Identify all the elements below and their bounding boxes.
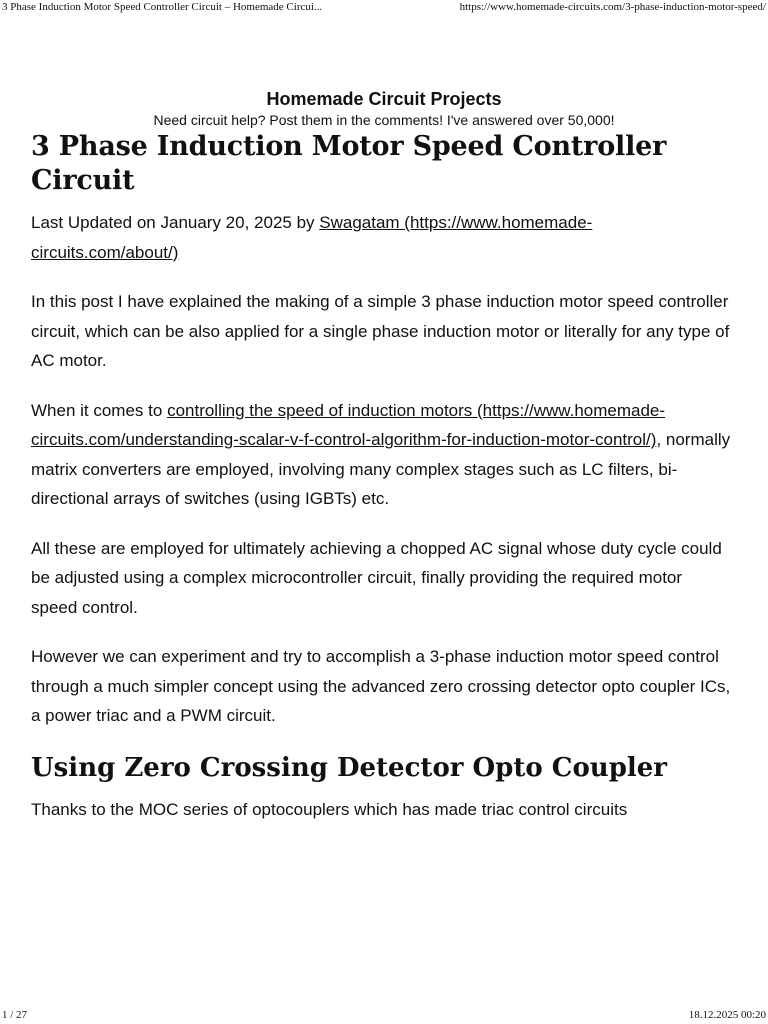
paragraph-text: When it comes to: [31, 400, 168, 420]
section-heading: Using Zero Crossing Detector Opto Coupler: [31, 752, 667, 783]
site-tagline: Need circuit help? Post them in the comments! I've answered over 50,000!: [153, 112, 615, 128]
post-meta: [31, 208, 731, 267]
print-header-url: https://www.homemade-circuits.com/3-phase-induction-motor-speed/: [459, 1, 766, 13]
post-meta-date: Last Updated on January 20, 2025 by: [31, 213, 320, 232]
paragraph-matrix-converters: [31, 396, 731, 514]
paragraph-intro: In this post I have explained the making of a simple 3 phase induction motor speed controller circuit, which can be also applied for a single phase induction motor or literally for any type of AC motor.: [31, 292, 730, 370]
author-link[interactable]: Swagatam (https://www.homemade-circuits.com/about/): [31, 213, 593, 262]
paragraph-moc-series: Thanks to the MOC series of optocouplers which has made triac control circuits: [31, 799, 628, 819]
paragraph-simpler-concept: However we can experiment and try to accomplish a 3-phase induction motor speed control through a much simpler concept using the advanced zero crossing detector opto coupler ICs, a power triac and a PWM circuit.: [31, 647, 731, 725]
print-footer: [0, 1006, 768, 1024]
print-header-title: 3 Phase Induction Motor Speed Controller Circuit – Homemade Circui...: [2, 1, 323, 13]
post-title: 3 Phase Induction Motor Speed Controller Circuit: [31, 131, 667, 196]
site-header: [0, 88, 768, 129]
article: [31, 130, 731, 844]
speed-control-link[interactable]: controlling the speed of induction motors (https://www.homemade-circuits.com/understanding-scalar-v-f-control-algorithm-for-induction-motor-control/): [31, 400, 666, 449]
paragraph-chopped-ac: All these are employed for ultimately achieving a chopped AC signal whose duty cycle could be adjusted using a complex microcontroller circuit, finally providing the required motor speed control.: [31, 538, 722, 617]
paragraph-text: , normally matrix converters are employed, involving many complex stages such as LC filters, bi-directional arrays of switches (using IGBTs) etc.: [31, 430, 731, 508]
site-title[interactable]: Homemade Circuit Projects: [266, 89, 502, 109]
print-datetime: 18.12.2025 00:20: [688, 1009, 766, 1021]
page-number: 1 / 27: [2, 1009, 28, 1021]
print-header: [0, 0, 768, 16]
